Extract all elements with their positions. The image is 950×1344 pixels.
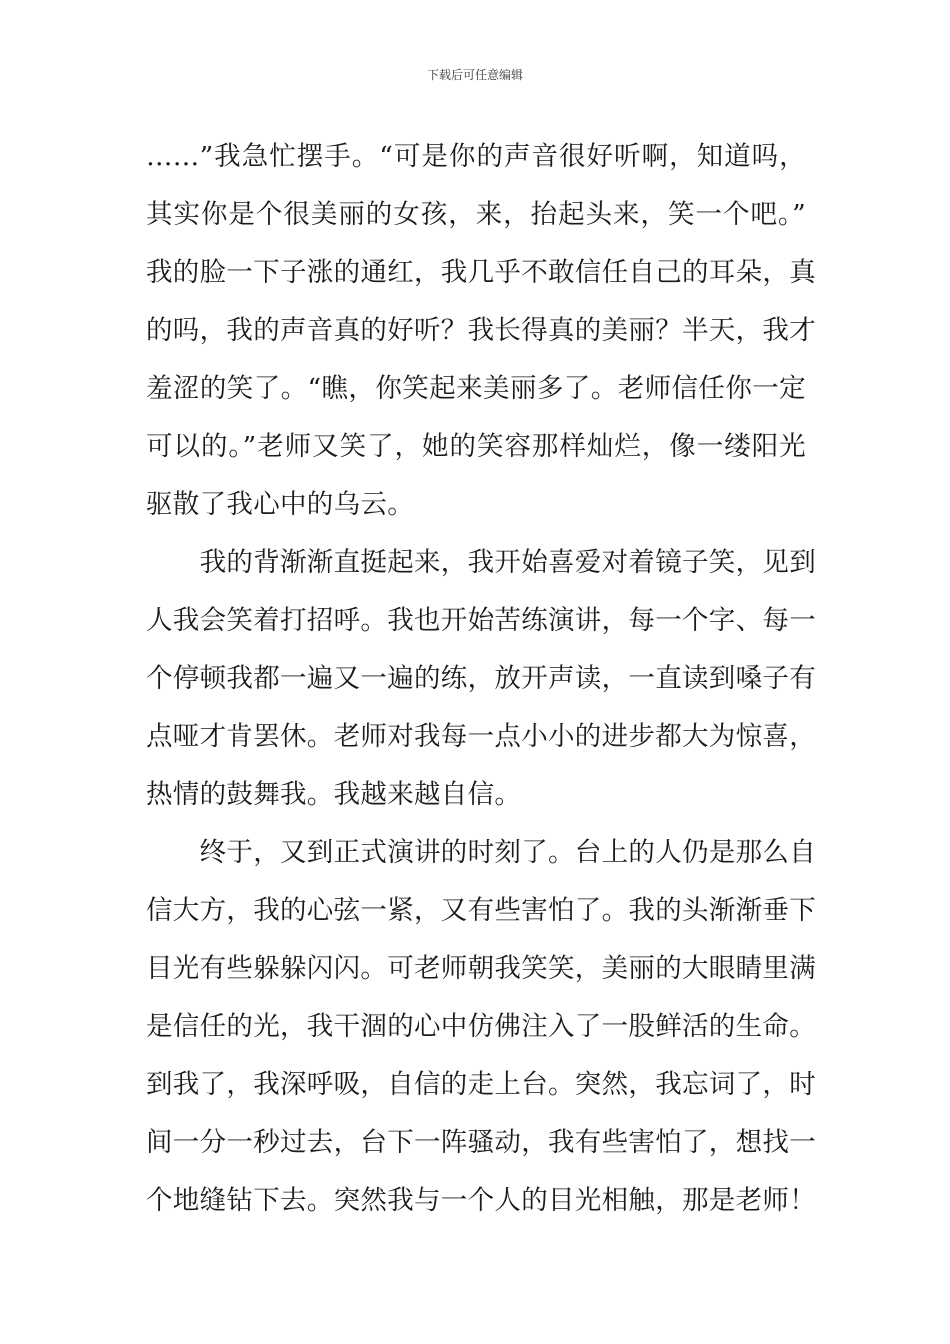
- text-line: 是信任的光，我干涸的心中仿佛注入了一股鲜活的生命。: [146, 1011, 816, 1042]
- text-line: 信大方，我的心弦一紧，又有些害怕了。我的头渐渐垂下: [146, 895, 816, 926]
- text-line: 间一分一秒过去，台下一阵骚动，我有些害怕了，想找一: [146, 1127, 816, 1158]
- text-line: 羞涩的笑了。“瞧，你笑起来美丽多了。老师信任你一定: [146, 373, 806, 404]
- text-line: 个停顿我都一遍又一遍的练，放开声读，一直读到嗓子有: [146, 663, 816, 694]
- text-line: 目光有些躲躲闪闪。可老师朝我笑笑，美丽的大眼睛里满: [146, 953, 816, 984]
- text-line: 可以的。”老师又笑了，她的笑容那样灿烂，像一缕阳光: [146, 431, 806, 462]
- text-line: 个地缝钻下去。突然我与一个人的目光相触，那是老师！: [146, 1185, 816, 1216]
- text-line: ……”我急忙摆手。“可是你的声音很好听啊，知道吗，: [146, 141, 806, 172]
- text-line: 人我会笑着打招呼。我也开始苦练演讲，每一个字、每一: [146, 605, 816, 636]
- page-header: 下载后可任意编辑: [426, 68, 523, 82]
- text-line: 终于，又到正式演讲的时刻了。台上的人仍是那么自: [146, 837, 816, 868]
- text-line: 我的背渐渐直挺起来，我开始喜爱对着镜子笑，见到: [146, 547, 816, 578]
- text-line: 的吗，我的声音真的好听？我长得真的美丽？半天，我才: [146, 315, 816, 346]
- text-line: 到我了，我深呼吸，自信的走上台。突然，我忘词了，时: [146, 1069, 816, 1100]
- text-line: 热情的鼓舞我。我越来越自信。: [146, 779, 522, 810]
- text-line: 其实你是个很美丽的女孩，来，抬起头来，笑一个吧。”: [146, 199, 806, 230]
- text-line: 驱散了我心中的乌云。: [146, 489, 414, 520]
- text-line: 我的脸一下子涨的通红，我几乎不敢信任自己的耳朵，真: [146, 257, 816, 288]
- text-line: 点哑才肯罢休。老师对我每一点小小的进步都大为惊喜，: [146, 721, 816, 752]
- body-text: [146, 128, 816, 1230]
